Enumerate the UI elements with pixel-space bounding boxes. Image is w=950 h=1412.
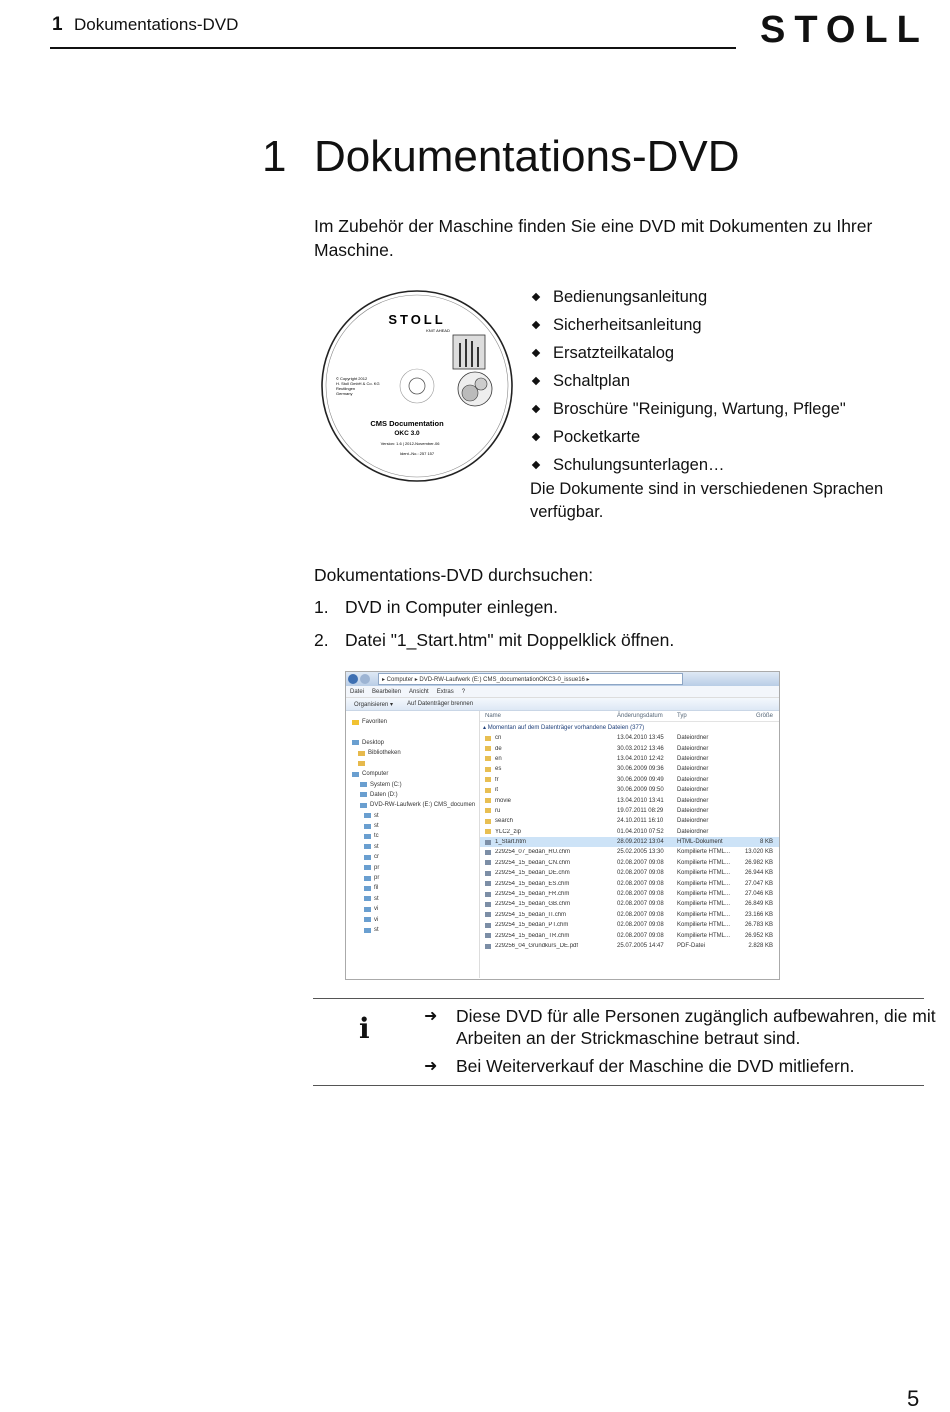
list-item — [530, 339, 846, 367]
net-icon — [364, 907, 371, 912]
tree-item-label: Daten (D:) — [370, 791, 398, 798]
file-group-header — [480, 722, 779, 733]
folder-icon — [358, 761, 365, 766]
info-icon: i — [359, 1012, 370, 1045]
file-name: en — [495, 755, 502, 762]
file-name-cell — [480, 860, 617, 866]
net-icon — [364, 865, 371, 870]
file-date-cell: 13.04.2010 13:45 — [617, 735, 664, 742]
tree-item-label: Desktop — [362, 739, 385, 746]
file-name: movie — [495, 797, 512, 804]
file-name-cell — [480, 839, 617, 845]
file-icon — [485, 933, 491, 938]
explorer-menu-bar — [346, 686, 779, 698]
file-name: 229254_15_bedan_PT.chm — [495, 922, 569, 929]
file-name-cell — [480, 901, 617, 907]
file-name-cell — [480, 829, 617, 835]
list-item — [530, 283, 846, 311]
running-header-chapter-number: 1 — [52, 14, 63, 35]
dvd-disc-image — [320, 289, 514, 483]
file-date-cell: 25.02.2005 13:30 — [617, 849, 664, 856]
file-type-cell: Dateiordner — [677, 766, 709, 773]
net-icon — [364, 917, 371, 922]
dvd-tagline: KNIT AHEAD — [426, 328, 450, 333]
folder-icon — [485, 798, 491, 803]
file-name-cell — [480, 881, 617, 887]
step-list — [314, 597, 674, 663]
explorer-file-list — [480, 711, 779, 978]
file-name: 229254_15_bedan_TR.chm — [495, 932, 570, 939]
file-type-cell: Dateiordner — [677, 828, 709, 835]
tree-item — [346, 914, 479, 924]
info-note-item — [424, 1055, 950, 1077]
group-label: Momentan auf dem Datenträger vorhandene Dateien (377) — [487, 724, 645, 731]
tree-item — [346, 821, 479, 831]
file-size-cell: 27.046 KB — [744, 891, 773, 898]
file-icon — [485, 892, 491, 897]
diamond-bullet-icon — [532, 349, 540, 357]
tree-item — [346, 925, 479, 935]
list-item-text: Ersatzteilkatalog — [553, 343, 675, 362]
file-type-cell: Kompilierte HTML... — [677, 870, 731, 877]
file-rows — [480, 733, 779, 951]
header-rule — [50, 47, 736, 49]
tree-item — [346, 811, 479, 821]
dvd-copyright-line: H. Stoll GmbH & Co. KG — [336, 381, 380, 386]
file-date-cell: 28.09.2012 13:04 — [617, 839, 664, 846]
dvd-subtitle: OKC 3.0 — [394, 430, 420, 437]
file-name: 229254_15_bedan_FR.chm — [495, 891, 570, 898]
tree-item-label: System (C:) — [370, 781, 402, 788]
file-name-cell — [480, 849, 617, 855]
file-name: 229254_15_bedan_CN.chm — [495, 859, 571, 866]
file-row — [480, 930, 779, 940]
info-note-text: Diese DVD für alle Personen zugänglich aufbewahren, die mit Arbeiten an der Strickmaschine betraut sind. — [456, 1006, 936, 1048]
file-type-cell: Dateiordner — [677, 807, 709, 814]
forward-arrow-icon — [360, 674, 370, 684]
desktop-icon — [352, 740, 359, 745]
page-title: Dokumentations-DVD — [314, 132, 740, 181]
file-type-cell: Kompilierte HTML... — [677, 859, 731, 866]
info-note-item — [424, 1005, 950, 1049]
dvd-version: Version: 1.6 | 2012-November-06 — [380, 441, 440, 446]
file-size-cell: 26.944 KB — [744, 870, 773, 877]
file-size-cell: 26.952 KB — [744, 932, 773, 939]
file-type-cell: Dateiordner — [677, 797, 709, 804]
file-name: YLC2_zip — [495, 828, 522, 835]
tree-item-label: tc — [374, 833, 379, 840]
column-header-size: Größe — [755, 713, 773, 719]
diamond-bullet-icon — [532, 405, 540, 413]
dvd-gear-graphic — [458, 372, 492, 406]
dvd-ident: Ident.-No.: 257 157 — [399, 451, 435, 456]
document-list — [530, 283, 846, 479]
file-date-cell: 25.07.2005 14:47 — [617, 943, 664, 949]
tree-item-label: DVD-RW-Laufwerk (E:) CMS_documen — [370, 802, 476, 809]
file-name-cell — [480, 912, 617, 918]
tree-item-label: fil — [374, 885, 379, 892]
folder-icon — [485, 788, 491, 793]
file-row — [480, 764, 779, 774]
dvd-copyright-line: Reutlingen — [336, 386, 356, 391]
file-date-cell: 19.07.2011 08:29 — [617, 807, 664, 814]
file-date-cell: 02.08.2007 09:08 — [617, 901, 664, 908]
explorer-panes — [346, 711, 779, 978]
list-item — [530, 311, 846, 339]
address-path: ▸ Computer ▸ DVD-RW-Laufwerk (E:) CMS_documentationOKC3-0_issue16 ▸ — [378, 673, 683, 685]
diamond-bullet-icon — [532, 321, 540, 329]
file-name-cell — [480, 922, 617, 928]
tree-item-label: st — [374, 812, 379, 819]
file-name: 229254_15_bedan_GB.chm — [495, 901, 571, 908]
net-icon — [364, 855, 371, 860]
page-number: 5 — [907, 1386, 920, 1411]
file-type-cell: Dateiordner — [677, 735, 709, 742]
tree-item-label: st — [374, 843, 379, 850]
step-item — [314, 597, 674, 630]
file-name-cell — [480, 735, 617, 741]
file-name: ru — [495, 807, 501, 814]
file-row — [480, 743, 779, 753]
file-name: 229254_15_bedan_DE.chm — [495, 870, 570, 877]
file-type-cell: Kompilierte HTML... — [677, 849, 731, 856]
net-icon — [364, 876, 371, 881]
file-row — [480, 941, 779, 951]
file-name-cell — [480, 933, 617, 939]
column-header-date: Änderungsdatum — [617, 713, 663, 719]
drive-icon — [360, 782, 367, 787]
list-item — [530, 423, 846, 451]
diamond-bullet-icon — [532, 461, 540, 469]
file-name-cell — [480, 746, 617, 752]
file-name: cn — [495, 735, 502, 742]
tree-item — [346, 831, 479, 841]
dvd-title: CMS Documentation — [370, 419, 444, 428]
list-item — [530, 451, 846, 479]
file-row — [480, 858, 779, 868]
folder-icon — [485, 829, 491, 834]
file-date-cell: 02.08.2007 09:08 — [617, 922, 664, 929]
file-name: 229254_07_bedan_RU.chm — [495, 849, 571, 856]
tree-item — [346, 862, 479, 872]
file-name: es — [495, 766, 502, 773]
drive-icon — [360, 803, 367, 808]
file-type-cell: Kompilierte HTML... — [677, 932, 731, 939]
file-row — [480, 920, 779, 930]
list-item-text: Bedienungsanleitung — [553, 287, 708, 306]
column-header-name: Name — [485, 713, 502, 719]
tree-item-label: st — [374, 823, 379, 830]
menu-item: ? — [461, 688, 466, 695]
tree-item-label: Computer — [362, 771, 389, 778]
tree-item-label: Favoriten — [362, 719, 388, 726]
heading-number: 1 — [262, 132, 287, 181]
file-icon — [485, 902, 491, 907]
running-header-chapter-title: Dokumentations-DVD — [74, 15, 239, 34]
file-name-cell — [480, 798, 617, 804]
arrow-right-icon: ➜ — [424, 1056, 438, 1075]
tree-item-label: pr — [374, 875, 380, 882]
file-date-cell: 30.06.2009 09:50 — [617, 787, 664, 794]
file-date-cell: 02.08.2007 09:08 — [617, 891, 664, 898]
file-list-header — [480, 711, 779, 722]
file-type-cell: Kompilierte HTML... — [677, 911, 731, 918]
tree-item — [346, 738, 479, 748]
diamond-bullet-icon — [532, 433, 540, 441]
explorer-address-bar — [346, 672, 779, 686]
tree-item — [346, 883, 479, 893]
column-header-type: Typ — [677, 713, 687, 719]
file-icon — [485, 944, 491, 949]
file-size-cell: 2.828 KB — [748, 943, 773, 949]
folder-icon — [485, 808, 491, 813]
file-row — [480, 878, 779, 888]
net-icon — [364, 886, 371, 891]
file-name-cell — [480, 943, 617, 949]
file-date-cell: 02.08.2007 09:08 — [617, 859, 664, 866]
net-icon — [364, 824, 371, 829]
net-icon — [364, 928, 371, 933]
file-row — [480, 827, 779, 837]
dvd-logo: STOLL — [388, 312, 446, 327]
tree-item-label: vi — [374, 916, 379, 923]
tree-item-label: st — [374, 895, 379, 902]
net-icon — [364, 844, 371, 849]
file-size-cell: 13.020 KB — [744, 849, 773, 856]
file-row — [480, 816, 779, 826]
menu-item: Datei — [350, 688, 365, 695]
file-row — [480, 733, 779, 743]
file-type-cell: Dateiordner — [677, 755, 709, 762]
tree-item — [346, 717, 479, 727]
toolbar-item: Organisieren ▾ — [354, 701, 394, 708]
file-type-cell: PDF-Datei — [677, 943, 706, 949]
file-name-cell — [480, 777, 617, 783]
info-notes — [424, 1005, 950, 1083]
file-icon — [485, 860, 491, 865]
tree-item — [346, 852, 479, 862]
file-name-cell — [480, 808, 617, 814]
file-type-cell: Kompilierte HTML... — [677, 880, 731, 887]
file-date-cell: 01.04.2010 07:52 — [617, 828, 664, 835]
tree-item — [346, 873, 479, 883]
tree-item — [346, 842, 479, 852]
tree-item-label: Bibliotheken — [368, 750, 401, 757]
tree-item-label: st — [374, 927, 379, 933]
file-size-cell: 23.166 KB — [744, 911, 773, 918]
file-icon — [485, 871, 491, 876]
tree-item — [346, 759, 479, 769]
file-name: 229254_15_bedan_ES.chm — [495, 880, 570, 887]
info-bottom-rule — [313, 1085, 924, 1086]
diamond-bullet-icon — [532, 377, 540, 385]
file-type-cell: Dateiordner — [677, 776, 709, 783]
file-row — [480, 806, 779, 816]
explorer-screenshot — [345, 671, 780, 980]
computer-icon — [352, 772, 359, 777]
list-item-text: Schulungsunterlagen… — [553, 455, 725, 474]
file-icon — [485, 840, 491, 845]
list-item — [530, 395, 846, 423]
dvd-center-hole — [409, 378, 425, 394]
file-type-cell: Dateiordner — [677, 818, 709, 825]
folder-icon — [485, 767, 491, 772]
step-text: DVD in Computer einlegen. — [345, 597, 559, 617]
file-name: search — [495, 818, 514, 825]
file-name-cell — [480, 891, 617, 897]
stoll-logo: STOLL — [760, 9, 929, 51]
file-row — [480, 785, 779, 795]
file-type-cell: HTML-Dokument — [677, 839, 723, 846]
file-size-cell: 26.982 KB — [744, 859, 773, 866]
tree-item — [346, 790, 479, 800]
file-row — [480, 910, 779, 920]
info-note-text: Bei Weiterverkauf der Maschine die DVD mitliefern. — [456, 1056, 855, 1076]
step-item — [314, 630, 674, 663]
file-row — [480, 899, 779, 909]
step-number: 2. — [314, 630, 329, 650]
tree-item-label: cr — [374, 854, 379, 861]
net-icon — [364, 813, 371, 818]
list-item-text: Sicherheitsanleitung — [553, 315, 702, 334]
file-row — [480, 847, 779, 857]
file-date-cell: 02.08.2007 09:08 — [617, 880, 664, 887]
file-name: 1_Start.htm — [495, 839, 527, 846]
file-date-cell: 02.08.2007 09:08 — [617, 870, 664, 877]
step-text: Datei "1_Start.htm" mit Doppelklick öffnen. — [345, 630, 675, 650]
diamond-bullet-icon — [532, 293, 540, 301]
menu-item: Bearbeiten — [372, 688, 402, 695]
file-name: 229256_04_Grundkurs_DE.pdf — [495, 943, 579, 949]
file-size-cell: 8 KB — [759, 839, 773, 846]
file-icon — [485, 923, 491, 928]
file-type-cell: Dateiordner — [677, 787, 709, 794]
file-name: it — [495, 787, 498, 794]
file-icon — [485, 850, 491, 855]
file-type-cell: Dateiordner — [677, 745, 709, 752]
file-type-cell: Kompilierte HTML... — [677, 922, 731, 929]
toolbar-item: Auf Datenträger brennen — [407, 701, 474, 707]
file-name-cell — [480, 870, 617, 876]
file-size-cell: 26.849 KB — [744, 901, 773, 908]
file-icon — [485, 912, 491, 917]
file-row — [480, 868, 779, 878]
file-date-cell: 30.06.2009 09:49 — [617, 776, 664, 783]
file-size-cell: 27.047 KB — [744, 880, 773, 887]
star-icon — [352, 720, 359, 725]
folder-icon — [485, 746, 491, 751]
languages-note: Die Dokumente sind in verschiedenen Sprachen verfügbar. — [530, 480, 884, 521]
intro-paragraph: Im Zubehör der Maschine finden Sie eine DVD mit Dokumenten zu Ihrer Maschine. — [314, 216, 873, 260]
tree-item-label: pr — [374, 864, 380, 871]
list-item-text: Schaltplan — [553, 371, 631, 390]
folder-icon — [485, 736, 491, 741]
file-name-cell — [480, 787, 617, 793]
info-top-rule — [313, 998, 924, 999]
dvd-hand-graphic — [453, 335, 485, 369]
menu-item: Ansicht — [409, 688, 429, 695]
tree-item — [346, 904, 479, 914]
net-icon — [364, 896, 371, 901]
file-name-cell — [480, 818, 617, 824]
explorer-toolbar — [346, 698, 779, 711]
file-row — [480, 754, 779, 764]
file-name-cell — [480, 756, 617, 762]
tree-item — [346, 769, 479, 779]
search-heading: Dokumentations-DVD durchsuchen: — [314, 565, 594, 585]
dvd-copyright-line: © Copyright 2012 — [336, 376, 368, 381]
tree-item — [346, 748, 479, 758]
folder-icon — [485, 756, 491, 761]
drive-icon — [360, 792, 367, 797]
list-item-text: Broschüre "Reinigung, Wartung, Pflege" — [553, 399, 846, 418]
step-number: 1. — [314, 597, 329, 617]
menu-item: Extras — [436, 688, 454, 695]
chevron-down-icon: ▴ — [483, 725, 488, 731]
file-date-cell: 13.04.2010 13:41 — [617, 797, 664, 804]
file-date-cell: 02.08.2007 09:08 — [617, 911, 664, 918]
file-type-cell: Kompilierte HTML... — [677, 891, 731, 898]
folder-icon — [358, 751, 365, 756]
net-icon — [364, 834, 371, 839]
file-type-cell: Kompilierte HTML... — [677, 901, 731, 908]
tree-item — [346, 894, 479, 904]
file-date-cell: 13.04.2010 12:42 — [617, 755, 664, 762]
file-row — [480, 795, 779, 805]
file-row — [480, 889, 779, 899]
file-name: fr — [495, 776, 499, 783]
tree-item — [346, 779, 479, 789]
file-icon — [485, 881, 491, 886]
file-row — [480, 837, 779, 847]
file-date-cell: 24.10.2011 16:10 — [617, 818, 664, 825]
list-item — [530, 367, 846, 395]
file-name: de — [495, 745, 502, 752]
file-row — [480, 775, 779, 785]
file-date-cell: 30.06.2009 09:36 — [617, 766, 664, 773]
folder-icon — [485, 777, 491, 782]
arrow-right-icon: ➜ — [424, 1006, 438, 1025]
file-name: 229254_15_bedan_IT.chm — [495, 911, 567, 918]
back-arrow-icon — [348, 674, 358, 684]
file-date-cell: 30.03.2012 13:46 — [617, 745, 664, 752]
file-size-cell: 26.783 KB — [744, 922, 773, 929]
file-date-cell: 02.08.2007 09:08 — [617, 932, 664, 939]
tree-item — [346, 727, 479, 737]
explorer-nav-tree — [346, 711, 480, 978]
tree-item-label: vi — [374, 906, 379, 913]
list-item-text: Pocketkarte — [553, 427, 641, 446]
file-name-cell — [480, 766, 617, 772]
dvd-copyright-line: Germany — [336, 391, 353, 396]
folder-icon — [485, 819, 491, 824]
tree-item — [346, 800, 479, 810]
